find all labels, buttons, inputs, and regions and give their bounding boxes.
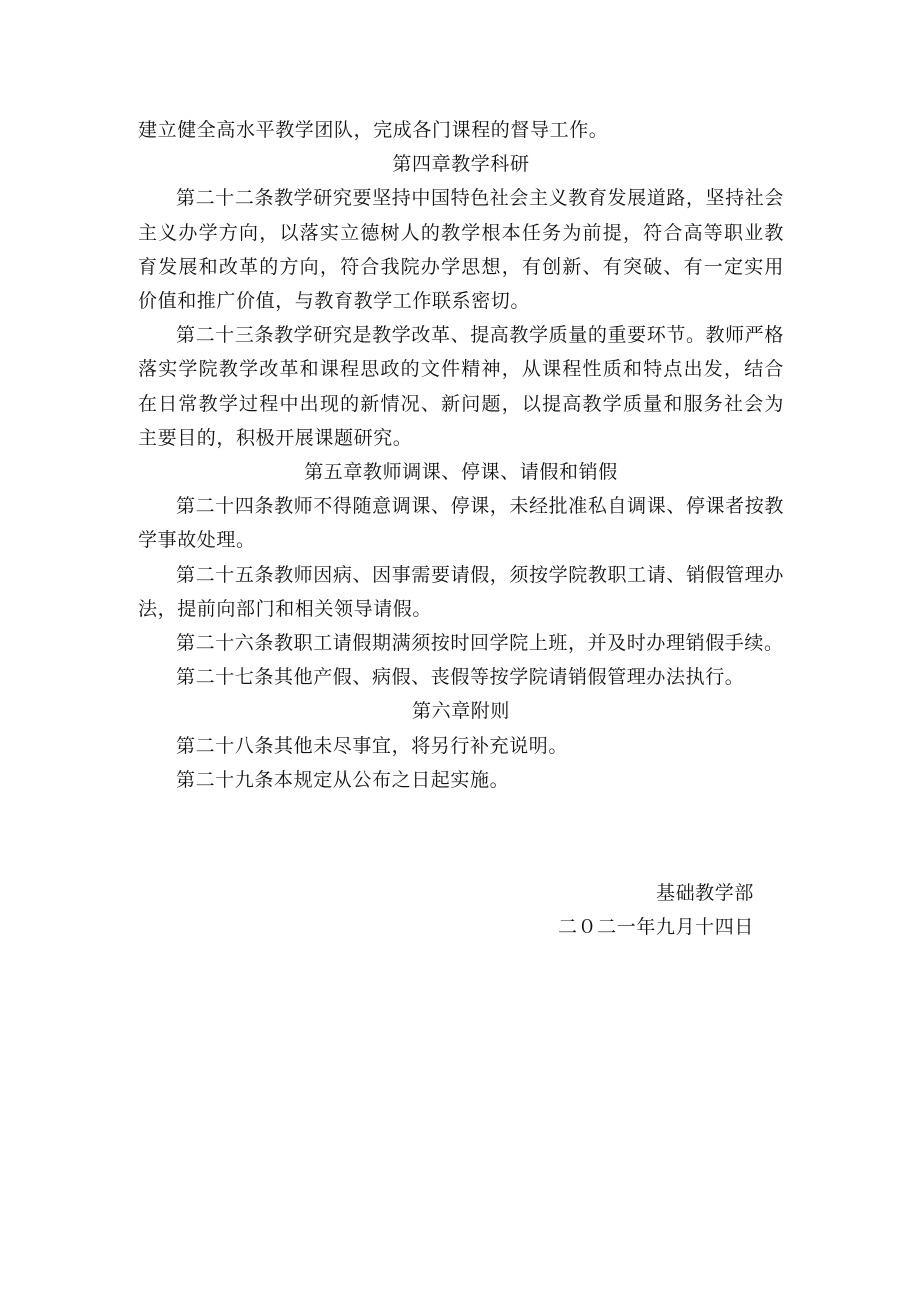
signature-block <box>558 876 754 944</box>
article-27: 第二十七条其他产假、病假、丧假等按学院请销假管理办法执行。 <box>176 666 745 689</box>
chapter-heading-4: 第四章教学科研 <box>392 153 530 176</box>
article-28: 第二十八条其他未尽事宜，将另行补充说明。 <box>176 734 569 757</box>
signature-department: 基础教学部 <box>655 882 754 904</box>
article-24: 第二十四条教师不得随意调课、停课，未经批准私自调课、停课者按教学事故处理。 <box>138 495 784 552</box>
article-22: 第二十二条教学研究要坚持中国特色社会主义教育发展道路，坚持社会主义办学方向，以落实立德树人的教学根本任务为前提，符合高等职业教育发展和改革的方向，符合我院办学思想，有创新、有突破、有一定实用价值和推广价值，与教育教学工作联系密切。 <box>138 187 784 313</box>
article-25: 第二十五条教师因病、因事需要请假，须按学院教职工请、销假管理办法，提前向部门和相关领导请假。 <box>138 563 784 620</box>
chapter-heading-6: 第六章附则 <box>411 700 510 723</box>
document-body <box>138 113 784 797</box>
article-29: 第二十九条本规定从公布之日起实施。 <box>176 768 510 791</box>
article-26: 第二十六条教职工请假期满须按时回学院上班，并及时办理销假手续。 <box>176 632 784 655</box>
chapter-heading-5: 第五章教师调课、停课、请假和销假 <box>304 461 618 484</box>
article-23: 第二十三条教学研究是教学改革、提高教学质量的重要环节。教师严格落实学院教学改革和课程思政的文件精神，从课程性质和特点出发，结合在日常教学过程中出现的新情况、新问题，以提高教学质量和服务社会为主要目的，积极开展课题研究。 <box>138 324 784 449</box>
continuation-paragraph: 建立健全高水平教学团队，完成各门课程的督导工作。 <box>138 119 609 141</box>
signature-date: 二０二一年九月十四日 <box>557 916 754 939</box>
